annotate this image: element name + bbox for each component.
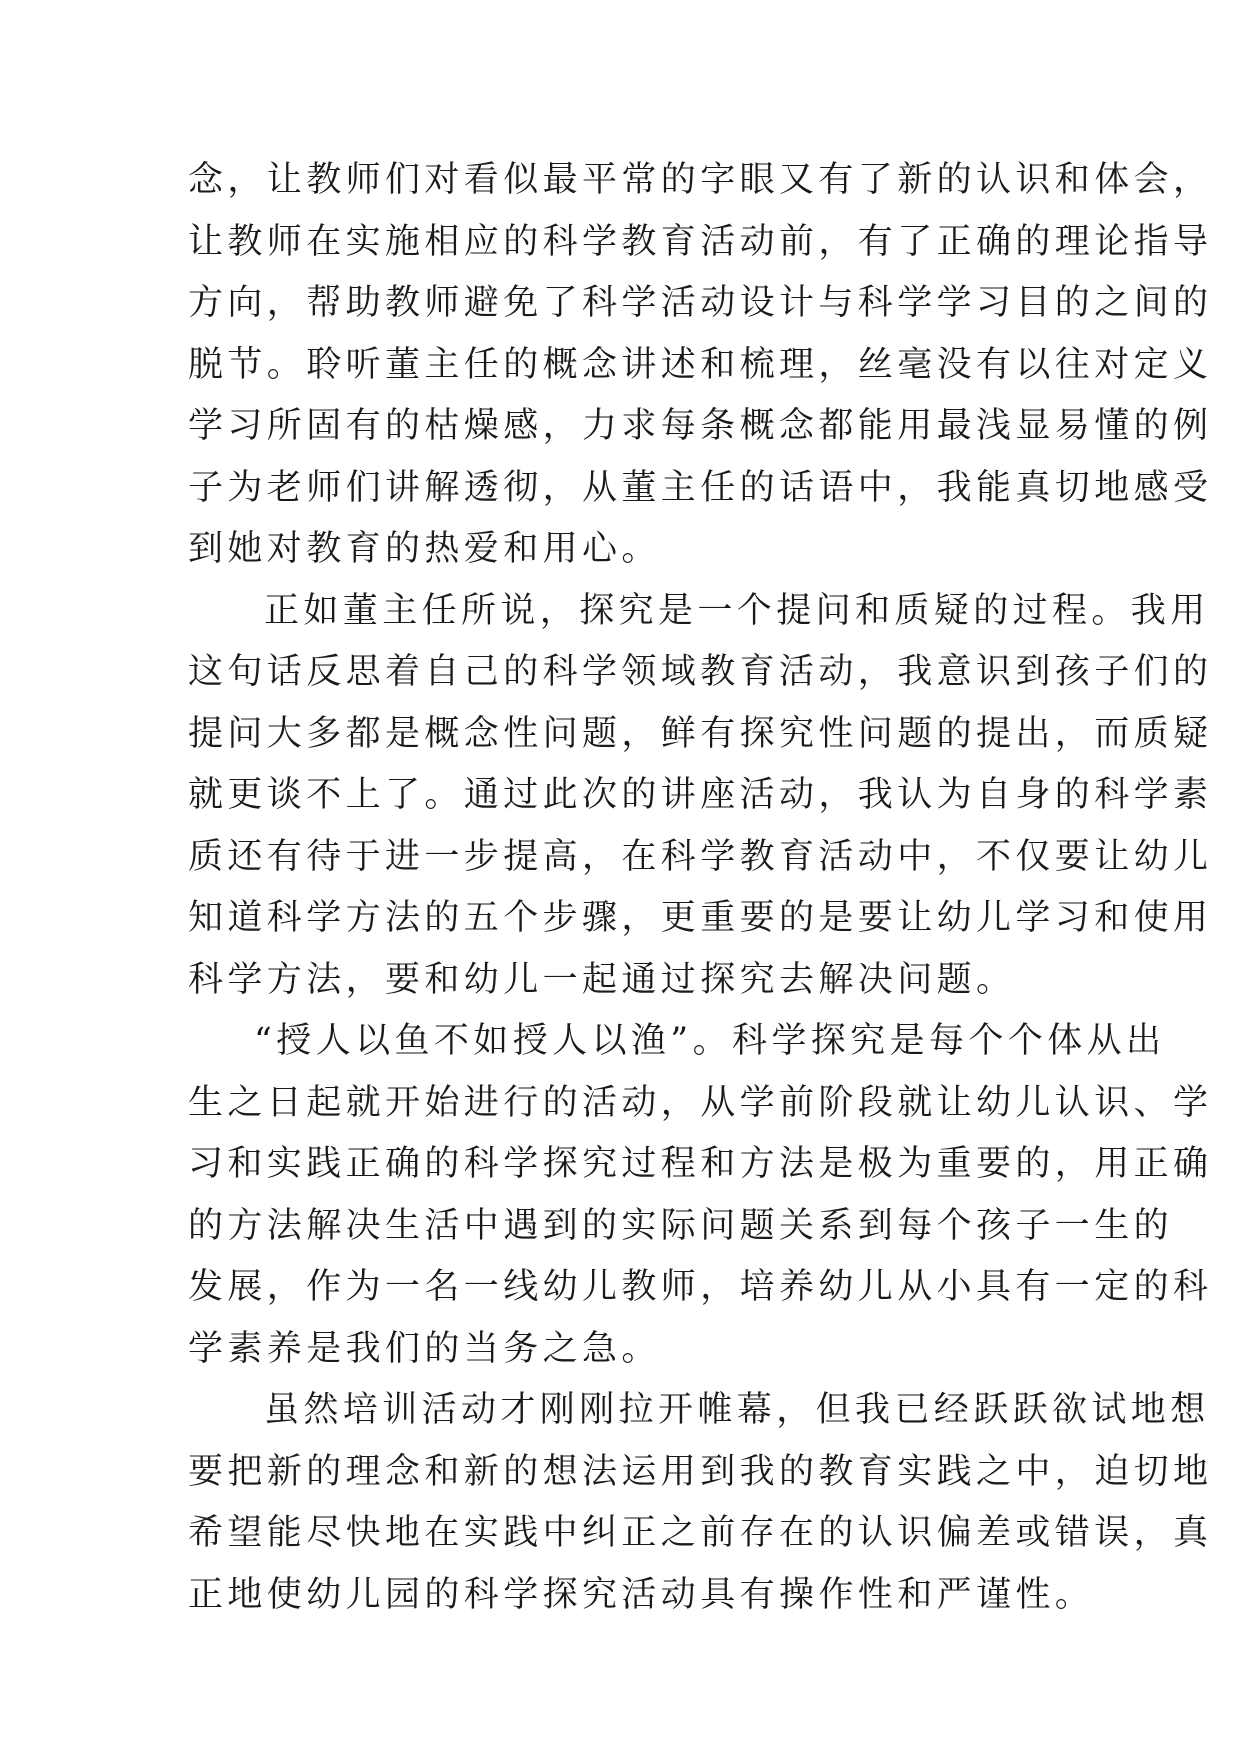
text-line: 的方法解决生活中遇到的实际问题关系到每个孩子一生的 xyxy=(188,1205,1174,1246)
text-line: 科学方法，要和幼儿一起通过探究去解决问题。 xyxy=(188,959,1016,1000)
text-line: 虽然培训活动才刚刚拉开帷幕，但我已经跃跃欲试地想 xyxy=(264,1390,1210,1430)
text-line: 就更谈不上了。通过此次的讲座活动，我认为自身的科学素 xyxy=(188,775,1213,815)
text-line: 要把新的理念和新的想法运用到我的教育实践之中，迫切地 xyxy=(188,1451,1213,1492)
body-text xyxy=(188,150,1213,1626)
text-line: 到她对教育的热爱和用心。 xyxy=(188,529,661,569)
text-line: 提问大多都是概念性问题，鲜有探究性问题的提出，而质疑 xyxy=(188,713,1213,754)
text-line: 希望能尽快地在实践中纠正之前存在的认识偏差或错误，真 xyxy=(188,1513,1213,1553)
text-line: 生之日起就开始进行的活动，从学前阶段就让幼儿认识、学 xyxy=(188,1082,1213,1123)
text-line: 发展，作为一名一线幼儿教师，培养幼儿从小具有一定的科 xyxy=(188,1267,1213,1307)
text-line: 习和实践正确的科学探究过程和方法是极为重要的，用正确 xyxy=(188,1144,1213,1184)
text-line: 念，让教师们对看似最平常的字眼又有了新的认识和体会， xyxy=(188,160,1213,200)
text-line: 质还有待于进一步提高，在科学教育活动中，不仅要让幼儿 xyxy=(188,836,1213,877)
text-line: 脱节。聆听董主任的概念讲述和梳理，丝毫没有以往对定义 xyxy=(188,344,1213,385)
paragraph-3 xyxy=(188,1011,1213,1380)
text-line: 子为老师们讲解透彻，从董主任的话语中，我能真切地感受 xyxy=(188,467,1213,508)
text-line: 学素养是我们的当务之急。 xyxy=(188,1328,661,1369)
text-line: 学习所固有的枯燥感，力求每条概念都能用最浅显易懂的例 xyxy=(188,406,1213,446)
text-line: 方向，帮助教师避免了科学活动设计与科学学习目的之间的 xyxy=(188,283,1213,323)
text-line: 让教师在实施相应的科学教育活动前，有了正确的理论指导 xyxy=(188,221,1213,262)
text-line: 正如董主任所说，探究是一个提问和质疑的过程。我用 xyxy=(264,590,1210,631)
text-line: 正地使幼儿园的科学探究活动具有操作性和严谨性。 xyxy=(188,1574,1095,1615)
text-line: “授人以鱼不如授人以渔”。科学探究是每个个体从出 xyxy=(254,1021,1166,1061)
text-line: 知道科学方法的五个步骤，更重要的是要让幼儿学习和使用 xyxy=(188,898,1213,938)
paragraph-2 xyxy=(188,581,1213,1012)
text-line: 这句话反思着自己的科学领域教育活动，我意识到孩子们的 xyxy=(188,652,1213,692)
paragraph-1 xyxy=(188,150,1213,581)
paragraph-4 xyxy=(188,1380,1213,1626)
